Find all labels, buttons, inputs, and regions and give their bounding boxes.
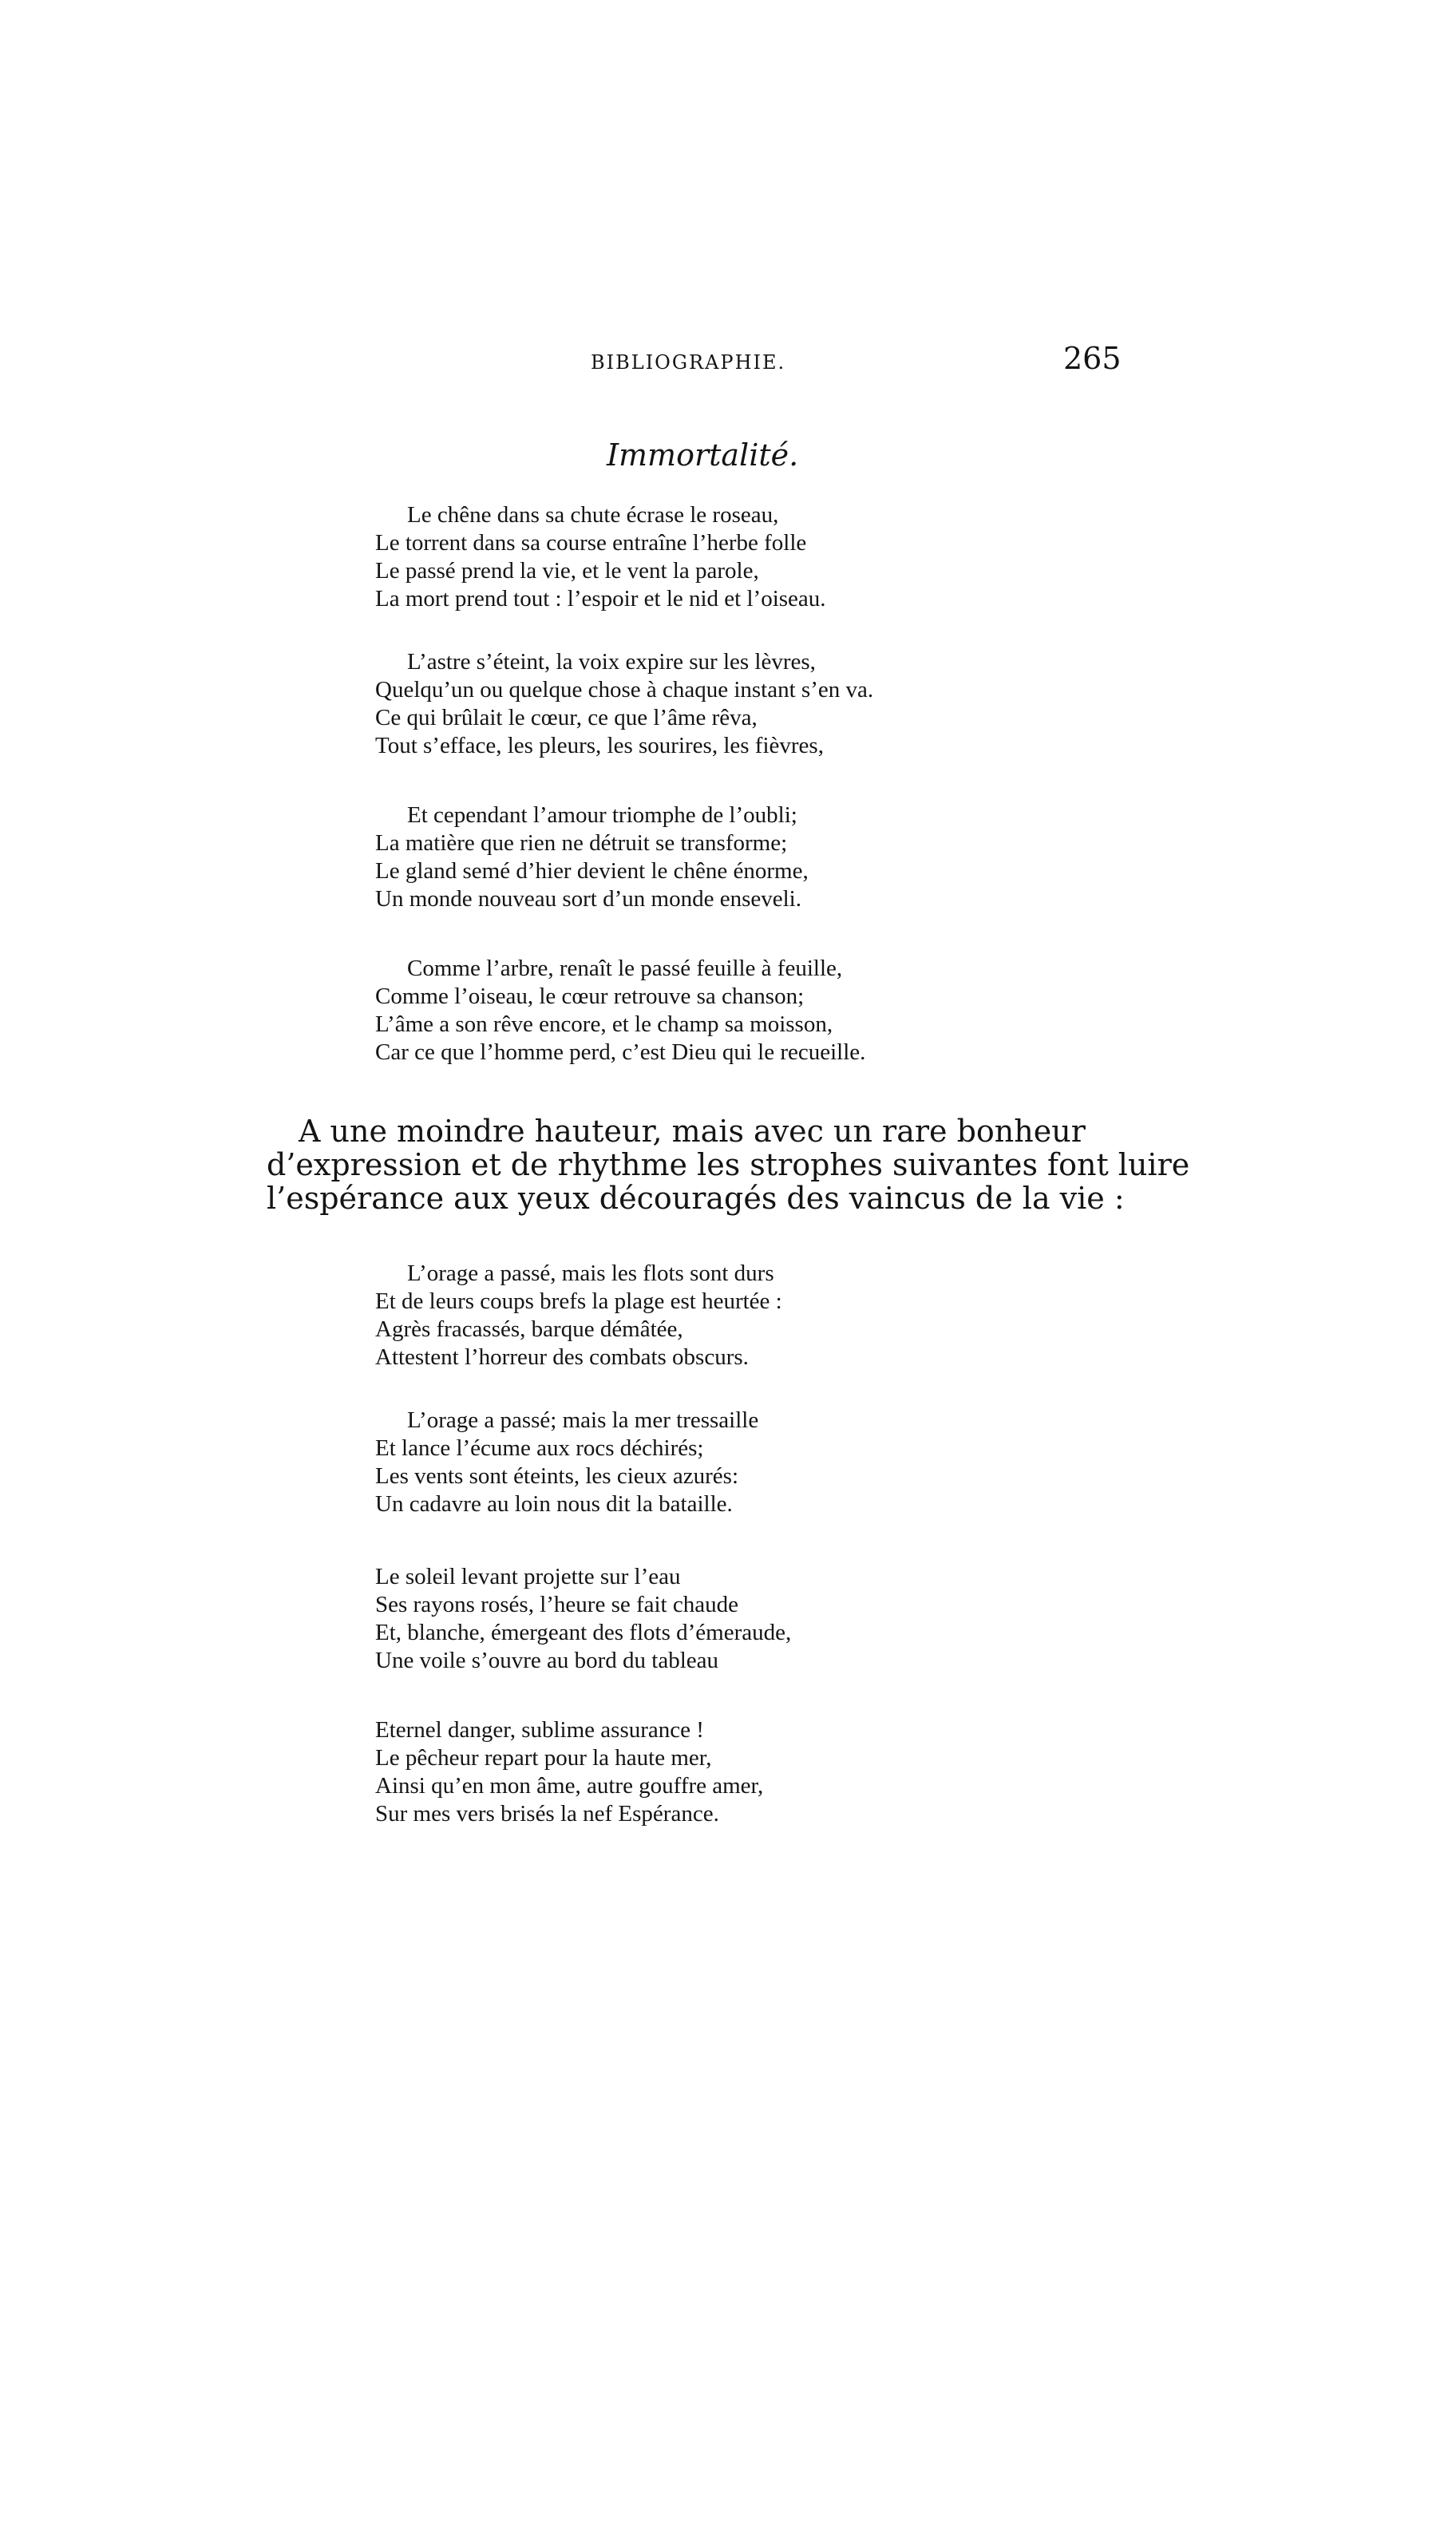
verse-line: Le soleil levant projette sur l’eau	[375, 1564, 681, 1589]
verse-line: Le torrent dans sa course entraîne l’herbe folle	[375, 530, 807, 556]
verse-line: Comme l’oiseau, le cœur retrouve sa chanson;	[375, 984, 805, 1009]
running-head: BIBLIOGRAPHIE.	[591, 351, 786, 374]
verse-line: Agrès fracassés, barque démâtée,	[375, 1316, 683, 1342]
verse-line: Ainsi qu’en mon âme, autre gouffre amer,	[375, 1773, 764, 1799]
verse-line: Le pêcheur repart pour la haute mer,	[375, 1745, 712, 1771]
verse-line: La matière que rien ne détruit se transforme;	[375, 830, 788, 856]
verse-line: Un monde nouveau sort d’un monde enseveli.	[375, 886, 801, 912]
poem-title: Immortalité.	[607, 437, 799, 473]
poem1-stanza-3	[375, 801, 809, 913]
verse-line: Et, blanche, émergeant des flots d’émeraude,	[375, 1620, 792, 1645]
verse-line: L’orage a passé, mais les flots sont durs	[407, 1261, 774, 1286]
poem1-stanza-4	[375, 955, 865, 1067]
poem1-stanza-2	[375, 648, 873, 760]
verse-line: La mort prend tout : l’espoir et le nid et l’oiseau.	[375, 586, 826, 612]
verse-line: L’astre s’éteint, la voix expire sur les lèvres,	[407, 649, 816, 675]
verse-line: Le gland semé d’hier devient le chêne énorme,	[375, 858, 809, 884]
verse-line: Le chêne dans sa chute écrase le roseau,	[407, 502, 779, 528]
prose-line: l’espérance aux yeux découragés des vaincus de la vie :	[267, 1181, 1125, 1216]
page-number: 265	[1063, 341, 1122, 376]
poem2-stanza-2	[375, 1407, 758, 1518]
verse-line: Une voile s’ouvre au bord du tableau	[375, 1648, 719, 1673]
verse-line: L’âme a son rêve encore, et le champ sa moisson,	[375, 1011, 833, 1037]
poem1-stanza-1	[375, 501, 826, 613]
verse-line: Comme l’arbre, renaît le passé feuille à feuille,	[407, 956, 843, 981]
poem2-stanza-3	[375, 1563, 791, 1675]
verse-line: Et lance l’écume aux rocs déchirés;	[375, 1435, 704, 1461]
verse-line: Quelqu’un ou quelque chose à chaque instant s’en va.	[375, 677, 874, 703]
verse-line: Les vents sont éteints, les cieux azurés:	[375, 1463, 739, 1489]
verse-line: Ce qui brûlait le cœur, ce que l’âme rêva,	[375, 705, 758, 730]
prose-paragraph	[267, 1114, 1190, 1216]
verse-line: Le passé prend la vie, et le vent la parole,	[375, 558, 759, 584]
verse-line: Et de leurs coups brefs la plage est heurtée :	[375, 1288, 782, 1314]
prose-line: A une moindre hauteur, mais avec un rare bonheur	[299, 1114, 1086, 1149]
verse-line: Un cadavre au loin nous dit la bataille.	[375, 1491, 733, 1517]
verse-line: Tout s’efface, les pleurs, les sourires, les fièvres,	[375, 733, 824, 758]
verse-line: Attestent l’horreur des combats obscurs.	[375, 1344, 749, 1370]
verse-line: Ses rayons rosés, l’heure se fait chaude	[375, 1592, 738, 1617]
verse-line: Sur mes vers brisés la nef Espérance.	[375, 1801, 719, 1827]
verse-line: Car ce que l’homme perd, c’est Dieu qui le recueille.	[375, 1039, 866, 1065]
verse-line: Eternel danger, sublime assurance !	[375, 1717, 704, 1743]
verse-line: Et cependant l’amour triomphe de l’oubli;	[407, 802, 797, 828]
poem2-stanza-4	[375, 1716, 763, 1828]
verse-line: L’orage a passé; mais la mer tressaille	[407, 1407, 759, 1433]
prose-line: d’expression et de rhythme les strophes suivantes font luire	[267, 1147, 1190, 1182]
poem2-stanza-1	[375, 1260, 782, 1371]
